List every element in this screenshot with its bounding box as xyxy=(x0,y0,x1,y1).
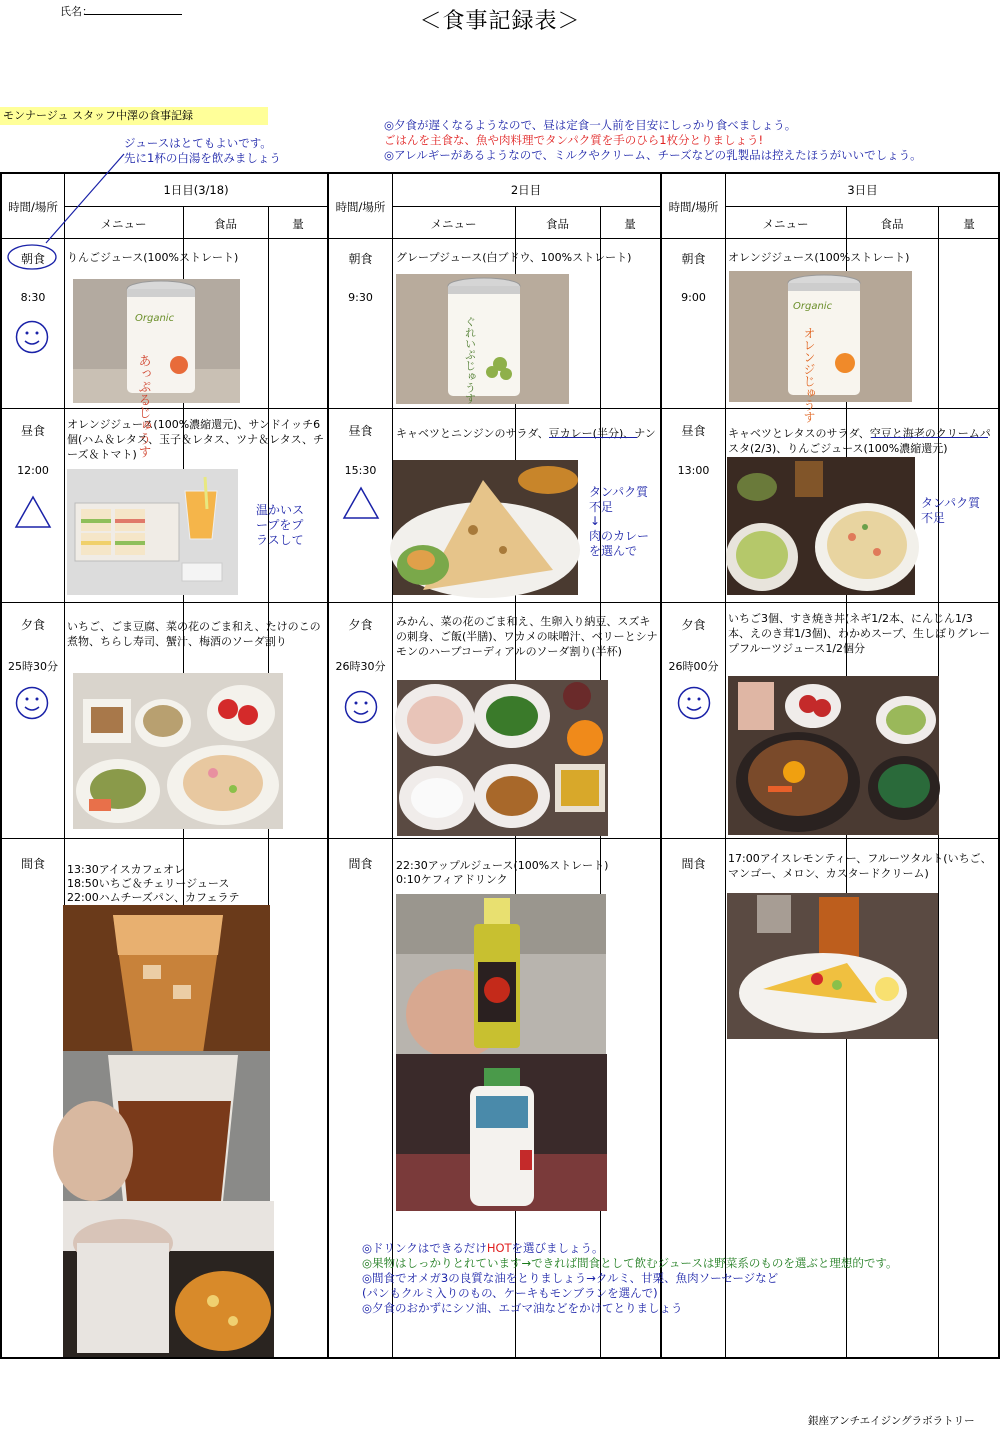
page-title: ＜食事記録表＞ xyxy=(419,9,581,34)
day3-lunch-menu: キャベツとレタスのサラダ、空豆と海老のクリームパスタ(2/3)、りんごジュース(100%濃縮還元) xyxy=(728,427,991,455)
day3-breakfast-label: 朝食 xyxy=(681,252,706,266)
day1-amount-col: 量 xyxy=(292,217,304,231)
day2-lunch-photo xyxy=(393,460,578,595)
day1-lunch-time: 12:00 xyxy=(17,464,49,477)
day2-can-label: ぐれいぷじゅうす xyxy=(463,316,477,404)
day2-lunch-triangle-icon xyxy=(341,485,381,521)
day2-dinner-photo xyxy=(397,680,608,836)
day3-snack-label: 間食 xyxy=(681,857,706,871)
day3-lunch-note: タンパク質不足 xyxy=(921,496,981,525)
bottom-note-2: ◎果物はしっかりとれています→できれば間食として飲むジュースは野菜系のものを選ぶと理想的です。 xyxy=(362,1256,898,1270)
day1-snack-photo-1 xyxy=(63,905,270,1053)
day2-menu-col: メニュー xyxy=(430,217,477,231)
day2-dinner-label: 夕食 xyxy=(348,618,373,632)
time-place-header-2: 時間/場所 xyxy=(335,200,386,214)
header-bottom-line xyxy=(0,238,1000,239)
day2-snack-2: 0:10ケフィアドリンク xyxy=(396,873,508,886)
bottom-note-1-pre: ◎ドリンクはできるだけ xyxy=(362,1241,487,1255)
day3-amount-col: 量 xyxy=(963,217,975,231)
day1-snack-3: 22:00ハムチーズパン、カフェラテ xyxy=(67,891,240,904)
day1-breakfast-time: 8:30 xyxy=(20,291,46,304)
day1-can-label: あっぷるじゅうす xyxy=(135,354,151,458)
day2-curry-underline xyxy=(549,437,637,438)
footer-lab-name: 銀座アンチエイジングラボラトリー xyxy=(808,1415,975,1427)
day1-snack-2: 18:50いちご＆チェリージュース xyxy=(67,877,230,890)
day2-lunch-note-arrow: ↓ xyxy=(590,514,601,528)
day1-breakfast-label: 朝食 xyxy=(20,252,45,266)
day1-dinner-time: 25時30分 xyxy=(8,660,58,673)
day3-breakfast-time: 9:00 xyxy=(681,291,706,304)
advice-line-3: ◎アレルギーがあるようなので、ミルクやクリーム、チーズなどの乳製品は控えたほうがいいでしょう。 xyxy=(384,148,922,162)
advice-line-1: ◎夕食が遅くなるようなので、昼は定食一人前を目安にしっかり食べましょう。 xyxy=(384,118,797,132)
day2-lunch-note-2: 肉のカレーを選んで xyxy=(589,529,650,558)
svg-text:Organic: Organic xyxy=(793,301,833,312)
day1-dinner-photo xyxy=(73,673,283,829)
day2-lunch-note-1: タンパク質不足 xyxy=(589,485,649,514)
bottom-note-3: ◎間食でオメガ3の良質な油をとりましょう→クルミ、甘栗、魚肉ソーセージなど xyxy=(362,1271,779,1285)
vline-day2-boundary xyxy=(327,172,329,1359)
day3-pasta-underline xyxy=(871,437,988,438)
name-label: 氏名： xyxy=(60,5,93,18)
day3-header: 3日目 xyxy=(847,183,878,197)
day1-lunch-menu: オレンジジュース(100%濃縮還元)、サンドイッチ6個(ハム＆レタス、玉子＆レタス、ツナ＆レタス、チーズ＆トマト) xyxy=(67,418,324,461)
day3-food-col: 食品 xyxy=(880,217,904,231)
day1-breakfast-smiley-icon xyxy=(15,320,49,354)
day3-dinner-menu: いちご3個、すき焼き丼(ネギ1/2本、にんじん1/3本、えのき茸1/3個)、わかめスープ、生しぼりグレープフルーツジュース1/2個分 xyxy=(728,612,991,655)
day2-dinner-menu: みかん、菜の花のごま和え、生卵入り納豆、スズキの刺身、ご飯(半膳)、ワカメの味噌汁、ベリーとシナモンのハーブコーディアルのソーダ割り(半杯) xyxy=(396,615,658,658)
advice-line-2: ごはんを主食な、魚や肉料理でタンパク質を手のひら1枚分とりましょう! xyxy=(384,133,764,147)
day2-breakfast-time: 9:30 xyxy=(348,291,373,304)
bottom-note-4: (パンもクルミ入りのもの、ケーキもモンブランを選んで) xyxy=(362,1286,658,1300)
day3-can-label: オレンジじゅうす xyxy=(802,327,816,423)
day1-snack-label: 間食 xyxy=(20,857,45,871)
day3-snack-photo xyxy=(727,893,938,1039)
day2-snack-photo-1 xyxy=(396,894,606,1054)
day2-snack-label: 間食 xyxy=(348,857,373,871)
juice-note-line-2: 先に1杯の白湯を飲みましょう xyxy=(124,151,281,165)
day3-lunch-label: 昼食 xyxy=(681,424,706,438)
table-bottom-border xyxy=(0,1357,1000,1359)
staff-label: モンナージュ スタッフ中澤の食事記録 xyxy=(0,107,268,125)
day3-breakfast-photo xyxy=(729,271,912,423)
header-sub-line-3 xyxy=(725,206,1000,207)
day1-snack-photo-2 xyxy=(63,1051,270,1201)
day3-dinner-time: 26時00分 xyxy=(668,660,719,673)
header-sub-line-2 xyxy=(392,206,660,207)
day2-lunch-time: 15:30 xyxy=(344,464,377,477)
day3-dinner-photo xyxy=(728,676,939,835)
day1-snack-photo-3 xyxy=(63,1201,274,1357)
day2-snack-1: 22:30アップルジュース(100%ストレート) xyxy=(396,859,609,872)
juice-note-line-1: ジュースはとてもよいです。 xyxy=(124,136,272,150)
day2-amount-col: 量 xyxy=(624,217,636,231)
bottom-note-1-hot: HOT xyxy=(486,1241,512,1255)
day1-breakfast-menu: りんごジュース(100%ストレート) xyxy=(67,251,239,264)
day2-food-col: 食品 xyxy=(546,217,569,231)
day2-header: 2日目 xyxy=(510,183,542,197)
vline-day3-boundary xyxy=(660,172,662,1359)
bottom-note-5: ◎夕食のおかずにシソ油、エゴマ油などをかけてとりましょう xyxy=(362,1301,683,1315)
day1-lunch-photo xyxy=(67,469,238,595)
day3-dinner-smiley-icon xyxy=(677,686,711,720)
table-left-border xyxy=(0,172,2,1359)
day2-dinner-time: 26時30分 xyxy=(335,660,386,673)
day2-snack-photo-2 xyxy=(396,1054,607,1211)
svg-text:Organic: Organic xyxy=(135,313,175,324)
day3-lunch-photo xyxy=(727,457,915,595)
day2-breakfast-label: 朝食 xyxy=(348,252,373,266)
day2-breakfast-photo xyxy=(396,274,569,404)
day1-dinner-label: 夕食 xyxy=(20,618,45,632)
day3-lunch-time: 13:00 xyxy=(677,464,710,477)
vline-day3-start xyxy=(725,172,726,1359)
day1-dinner-smiley-icon xyxy=(15,686,49,720)
day1-lunch-label: 昼食 xyxy=(20,424,45,438)
time-place-header-1: 時間/場所 xyxy=(8,200,58,214)
day3-breakfast-menu: オレンジジュース(100%ストレート) xyxy=(728,251,910,264)
day3-snack-1: 17:00アイスレモンティー、フルーツタルト(いちご、マンゴー、メロン、カスタードクリーム) xyxy=(728,852,992,880)
day1-header: 1日目(3/18) xyxy=(163,183,229,197)
day1-lunch-note: 温かいスープをプラスして xyxy=(256,503,305,547)
day2-dinner-smiley-icon xyxy=(344,690,378,724)
day1-menu-col: メニュー xyxy=(100,217,147,231)
dinner-bottom-line xyxy=(0,838,1000,839)
lunch-bottom-line xyxy=(0,602,1000,603)
day2-breakfast-menu: グレープジュース(白ブドウ、100%ストレート) xyxy=(396,251,632,264)
day1-lunch-triangle-icon xyxy=(13,494,53,530)
day1-dinner-menu: いちご、ごま豆腐、菜の花のごま和え、たけのこの煮物、ちらし寿司、蟹汁、梅酒のソーダ割り xyxy=(67,620,321,648)
day2-lunch-label: 昼食 xyxy=(348,424,373,438)
day1-food-col: 食品 xyxy=(214,217,237,231)
bottom-note-1-post: を選びましょう。 xyxy=(511,1241,604,1255)
day1-snack-1: 13:30アイスカフェオレ xyxy=(67,863,186,876)
table-top-border xyxy=(0,172,1000,174)
time-place-header-3: 時間/場所 xyxy=(668,200,719,214)
bottom-note-1 xyxy=(362,1241,604,1256)
vline-day2-start xyxy=(392,172,393,1359)
day3-menu-col: メニュー xyxy=(762,217,809,231)
day2-lunch-menu: キャベツとニンジンのサラダ、豆カレー(半分)、ナン xyxy=(396,427,656,440)
day3-dinner-label: 夕食 xyxy=(681,618,706,632)
